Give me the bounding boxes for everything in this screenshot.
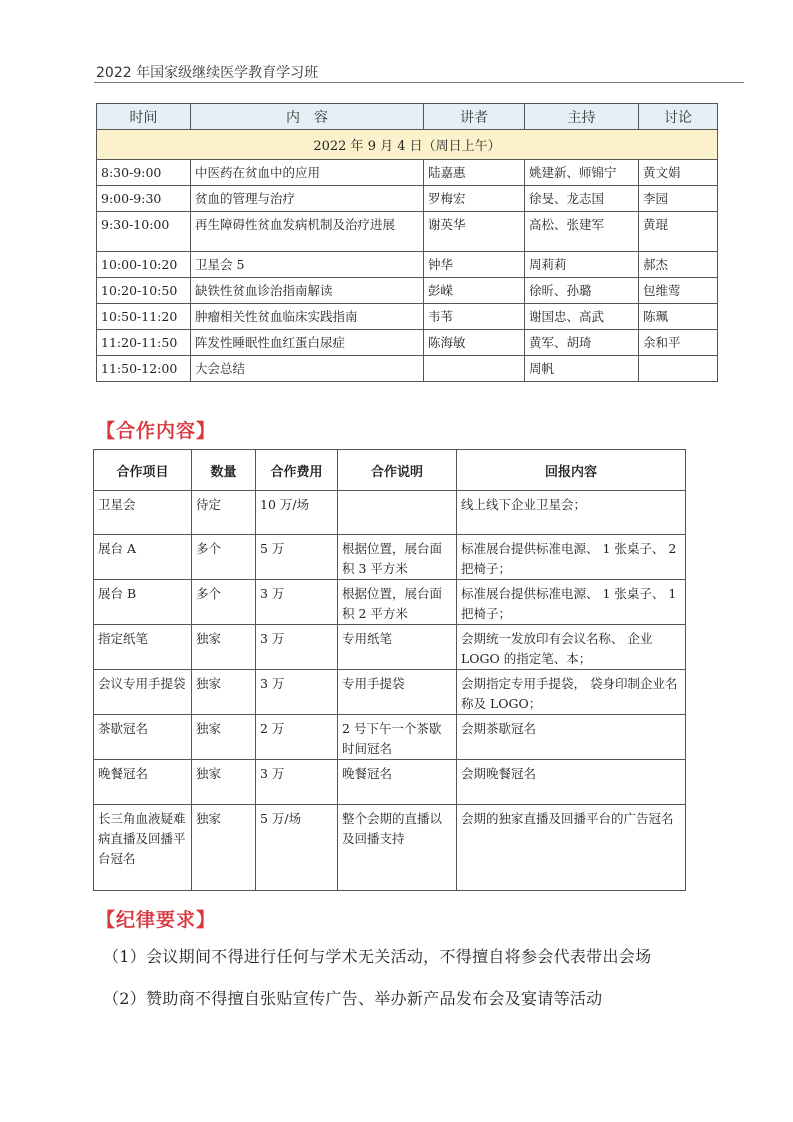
coop-cell-desc: 专用手提袋	[338, 670, 457, 715]
coop-cell-fee: 5 万/场	[256, 805, 338, 891]
coop-cell-reward: 会期的独家直播及回播平台的广告冠名	[457, 805, 686, 891]
cooperation-row	[94, 805, 686, 891]
schedule-row	[97, 212, 718, 252]
coop-cell-item: 展台 B	[94, 580, 192, 625]
schedule-cell-content: 阵发性睡眠性血红蛋白尿症	[191, 330, 424, 356]
coop-cell-qty: 独家	[192, 625, 256, 670]
coop-col-fee: 合作费用	[256, 450, 338, 491]
schedule-col-content: 内 容	[191, 104, 424, 130]
schedule-cell-host: 高松、张建军	[525, 212, 639, 252]
schedule-cell-time: 8:30-9:00	[97, 160, 191, 186]
discipline-rule-2: （2）赞助商不得擅自张贴宣传广告、举办新产品发布会及宴请等活动	[103, 989, 603, 1008]
coop-cell-qty: 多个	[192, 535, 256, 580]
schedule-header-row	[97, 104, 718, 130]
schedule-cell-time: 10:20-10:50	[97, 278, 191, 304]
schedule-cell-host: 徐旻、龙志国	[525, 186, 639, 212]
discipline-rule-1: （1）会议期间不得进行任何与学术无关活动，不得擅自将参会代表带出会场	[103, 947, 652, 966]
coop-cell-qty: 独家	[192, 760, 256, 805]
coop-cell-qty: 待定	[192, 491, 256, 535]
schedule-cell-content: 卫星会 5	[191, 252, 424, 278]
schedule-col-speaker: 讲者	[424, 104, 525, 130]
page-header-title: 2022 年国家级继续医学教育学习班	[96, 65, 319, 81]
cooperation-section-title: 【合作内容】	[96, 420, 217, 442]
discipline-section-title: 【纪律要求】	[96, 909, 217, 931]
schedule-cell-host: 周帆	[525, 356, 639, 382]
schedule-col-host: 主持	[525, 104, 639, 130]
schedule-cell-host: 黄军、胡琦	[525, 330, 639, 356]
schedule-row	[97, 186, 718, 212]
coop-cell-item: 会议专用手提袋	[94, 670, 192, 715]
schedule-row	[97, 252, 718, 278]
schedule-cell-discuss: 黄文娟	[639, 160, 718, 186]
coop-cell-reward: 会期茶歇冠名	[457, 715, 686, 760]
coop-cell-desc: 整个会期的直播以及回播支持	[338, 805, 457, 891]
schedule-day-label: 2022 年 9 月 4 日（周日上午）	[97, 130, 718, 160]
schedule-table	[96, 103, 718, 382]
schedule-cell-discuss	[639, 356, 718, 382]
coop-cell-fee: 2 万	[256, 715, 338, 760]
coop-cell-qty: 独家	[192, 805, 256, 891]
coop-cell-reward: 标准展台提供标准电源、 1 张桌子、 2 把椅子；	[457, 535, 686, 580]
schedule-cell-discuss: 黄琨	[639, 212, 718, 252]
schedule-cell-time: 11:50-12:00	[97, 356, 191, 382]
coop-cell-desc: 根据位置，展台面积 2 平方米	[338, 580, 457, 625]
schedule-cell-speaker: 彭嵘	[424, 278, 525, 304]
coop-cell-reward: 线上线下企业卫星会；	[457, 491, 686, 535]
coop-cell-desc: 晚餐冠名	[338, 760, 457, 805]
coop-cell-qty: 独家	[192, 715, 256, 760]
coop-cell-fee: 3 万	[256, 670, 338, 715]
coop-col-reward: 回报内容	[457, 450, 686, 491]
schedule-cell-discuss: 郝杰	[639, 252, 718, 278]
coop-cell-desc: 专用纸笔	[338, 625, 457, 670]
schedule-cell-time: 10:50-11:20	[97, 304, 191, 330]
cooperation-header-row	[94, 450, 686, 491]
schedule-cell-speaker: 陈海敏	[424, 330, 525, 356]
schedule-col-time: 时间	[97, 104, 191, 130]
schedule-cell-content: 大会总结	[191, 356, 424, 382]
schedule-cell-content: 缺铁性贫血诊治指南解读	[191, 278, 424, 304]
cooperation-row	[94, 670, 686, 715]
cooperation-row	[94, 715, 686, 760]
schedule-cell-discuss: 李园	[639, 186, 718, 212]
schedule-cell-speaker: 罗梅宏	[424, 186, 525, 212]
schedule-cell-host: 周莉莉	[525, 252, 639, 278]
coop-cell-fee: 3 万	[256, 625, 338, 670]
coop-cell-desc: 根据位置，展台面积 3 平方米	[338, 535, 457, 580]
coop-cell-reward: 标准展台提供标准电源、 1 张桌子、 1 把椅子；	[457, 580, 686, 625]
coop-cell-item: 长三角血液疑难病直播及回播平台冠名	[94, 805, 192, 891]
coop-cell-desc: 2 号下午一个茶歇时间冠名	[338, 715, 457, 760]
schedule-cell-content: 中医药在贫血中的应用	[191, 160, 424, 186]
coop-col-desc: 合作说明	[338, 450, 457, 491]
schedule-cell-time: 9:00-9:30	[97, 186, 191, 212]
cooperation-row	[94, 580, 686, 625]
coop-col-qty: 数量	[192, 450, 256, 491]
coop-cell-reward: 会期晚餐冠名	[457, 760, 686, 805]
coop-cell-reward: 会期统一发放印有会议名称、 企业 LOGO 的指定笔、本；	[457, 625, 686, 670]
header-divider	[94, 82, 744, 83]
schedule-cell-time: 9:30-10:00	[97, 212, 191, 252]
schedule-day-row	[97, 130, 718, 160]
schedule-cell-speaker: 谢英华	[424, 212, 525, 252]
cooperation-row	[94, 625, 686, 670]
schedule-cell-discuss: 陈珮	[639, 304, 718, 330]
cooperation-row	[94, 535, 686, 580]
coop-cell-fee: 3 万	[256, 760, 338, 805]
schedule-row	[97, 304, 718, 330]
schedule-row	[97, 278, 718, 304]
schedule-cell-speaker: 钟华	[424, 252, 525, 278]
schedule-cell-content: 贫血的管理与治疗	[191, 186, 424, 212]
coop-col-item: 合作项目	[94, 450, 192, 491]
schedule-cell-speaker: 陆嘉惠	[424, 160, 525, 186]
schedule-cell-time: 11:20-11:50	[97, 330, 191, 356]
coop-cell-fee: 10 万/场	[256, 491, 338, 535]
coop-cell-reward: 会期指定专用手提袋， 袋身印制企业名称及 LOGO；	[457, 670, 686, 715]
schedule-cell-content: 肿瘤相关性贫血临床实践指南	[191, 304, 424, 330]
schedule-row	[97, 330, 718, 356]
coop-cell-fee: 3 万	[256, 580, 338, 625]
schedule-row	[97, 356, 718, 382]
coop-cell-desc	[338, 491, 457, 535]
schedule-row	[97, 160, 718, 186]
schedule-col-discuss: 讨论	[639, 104, 718, 130]
coop-cell-qty: 独家	[192, 670, 256, 715]
schedule-cell-content: 再生障碍性贫血发病机制及治疗进展	[191, 212, 424, 252]
coop-cell-fee: 5 万	[256, 535, 338, 580]
schedule-cell-host: 谢国忠、高武	[525, 304, 639, 330]
schedule-cell-discuss: 包维莺	[639, 278, 718, 304]
coop-cell-item: 卫星会	[94, 491, 192, 535]
coop-cell-item: 晚餐冠名	[94, 760, 192, 805]
coop-cell-item: 展台 A	[94, 535, 192, 580]
cooperation-row	[94, 760, 686, 805]
schedule-cell-host: 姚建新、师锦宁	[525, 160, 639, 186]
cooperation-table	[93, 449, 686, 891]
cooperation-row	[94, 491, 686, 535]
schedule-cell-host: 徐昕、孙璐	[525, 278, 639, 304]
coop-cell-item: 指定纸笔	[94, 625, 192, 670]
schedule-cell-speaker	[424, 356, 525, 382]
schedule-cell-discuss: 余和平	[639, 330, 718, 356]
coop-cell-item: 茶歇冠名	[94, 715, 192, 760]
schedule-cell-speaker: 韦苇	[424, 304, 525, 330]
coop-cell-qty: 多个	[192, 580, 256, 625]
schedule-cell-time: 10:00-10:20	[97, 252, 191, 278]
